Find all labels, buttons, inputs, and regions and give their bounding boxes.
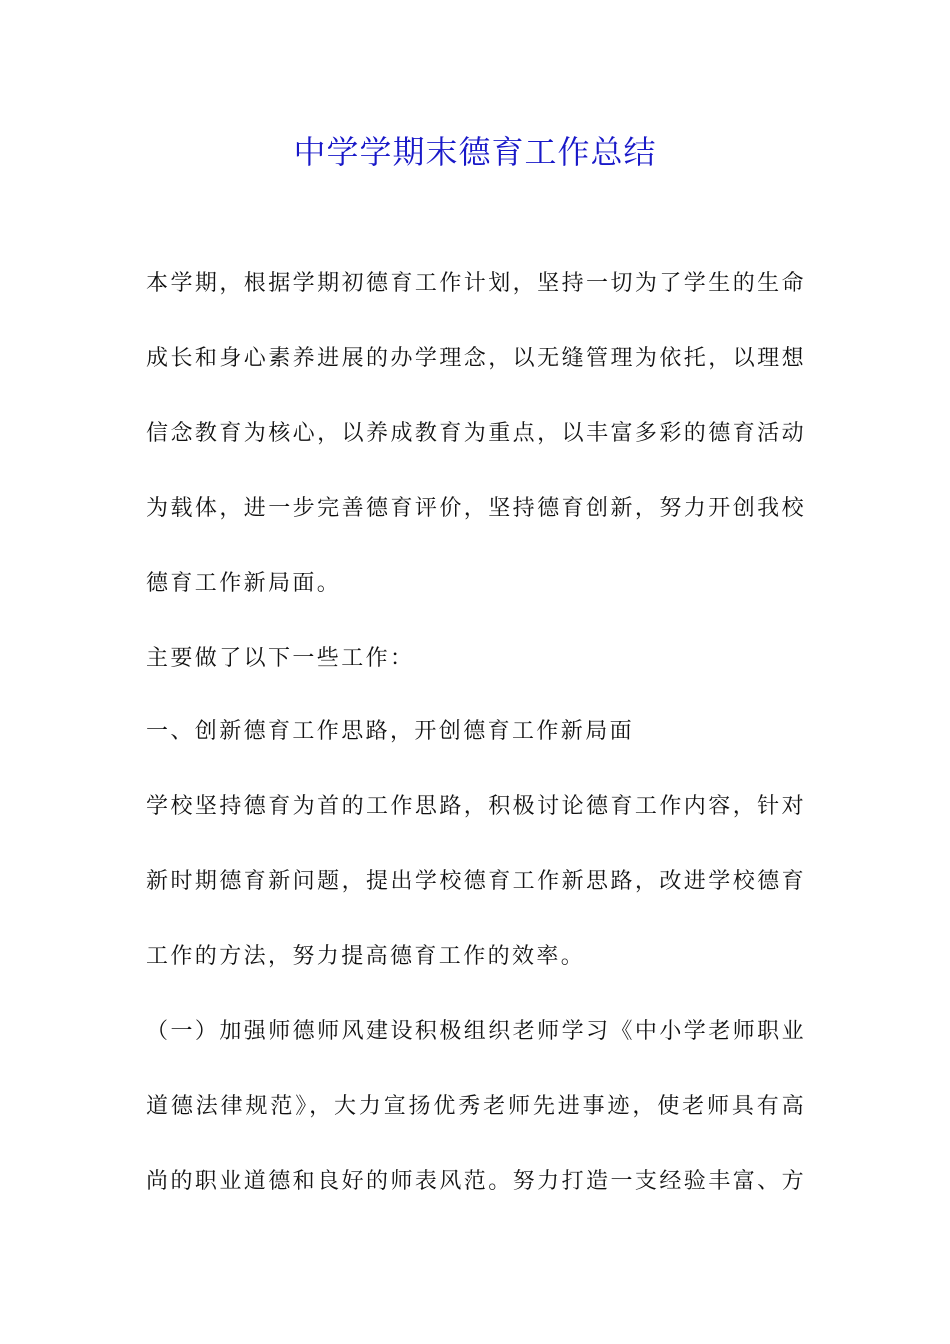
paragraph-line: 新时期德育新问题，提出学校德育工作新思路，改进学校德育 — [146, 869, 806, 894]
paragraph-line: 信念教育为核心，以养成教育为重点，以丰富多彩的德育活动 — [146, 421, 806, 446]
document-title: 中学学期末德育工作总结 — [293, 133, 657, 171]
paragraph-line: 工作的方法，努力提高德育工作的效率。 — [146, 944, 586, 969]
paragraph-line: 尚的职业道德和良好的师表风范。努力打造一支经验丰富、方 — [146, 1169, 806, 1194]
paragraph-line: 德育工作新局面。 — [146, 571, 342, 596]
paragraph-line: 主要做了以下一些工作： — [146, 646, 415, 671]
paragraph-line: 道德法律规范》，大力宣扬优秀老师先进事迹，使老师具有高 — [146, 1094, 806, 1119]
paragraph-line: （一）加强师德师风建设积极组织老师学习《中小学老师职业 — [146, 1019, 806, 1044]
paragraph-line: 学校坚持德育为首的工作思路，积极讨论德育工作内容，针对 — [146, 794, 806, 819]
paragraph-line: 本学期，根据学期初德育工作计划，坚持一切为了学生的生命 — [146, 271, 806, 296]
paragraph-line: 为载体，进一步完善德育评价，坚持德育创新，努力开创我校 — [146, 496, 806, 521]
section-heading: 一、创新德育工作思路，开创德育工作新局面 — [146, 719, 635, 744]
paragraph-line: 成长和身心素养进展的办学理念，以无缝管理为依托，以理想 — [146, 346, 806, 371]
